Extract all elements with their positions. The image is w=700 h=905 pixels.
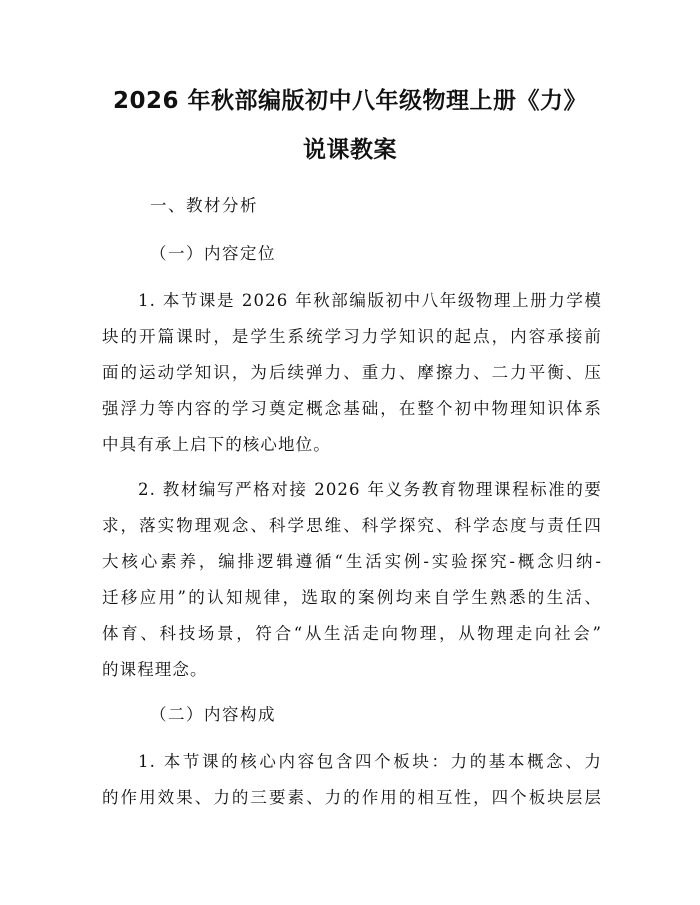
- paragraph-line: 求，落实物理观念、科学思维、科学探究、科学态度与责任四: [102, 516, 602, 535]
- paragraph-line: 迁移应用”的认知规律，选取的案例均来自学生熟悉的生活、: [102, 588, 602, 607]
- paragraph-3: [102, 744, 602, 816]
- section-heading-textbook-analysis: 一、教材分析: [150, 196, 258, 215]
- paragraph-1: [102, 283, 602, 463]
- paragraph-line: 1. 本节课是 2026 年秋部编版初中八年级物理上册力学模: [138, 291, 602, 310]
- paragraph-line: 体育、科技场景，符合“从生活走向物理，从物理走向社会”: [102, 624, 602, 643]
- paragraph-line: 面的运动学知识，为后续弹力、重力、摩擦力、二力平衡、压: [102, 363, 602, 382]
- paragraph-line: 大核心素养，编排逻辑遵循“生活实例-实验探究-概念归纳-: [102, 552, 602, 571]
- paragraph-2: [102, 472, 602, 688]
- paragraph-line: 的课程理念。: [102, 660, 208, 679]
- subsection-heading-content-composition: （二）内容构成: [150, 705, 276, 724]
- document-title-line-2: 说课教案: [303, 137, 397, 163]
- document-title-line-1: 2026 年秋部编版初中八年级物理上册《力》: [112, 88, 588, 114]
- paragraph-line: 强浮力等内容的学习奠定概念基础，在整个初中物理知识体系: [102, 399, 602, 418]
- paragraph-line: 中具有承上启下的核心地位。: [102, 435, 331, 454]
- subsection-heading-content-positioning: （一）内容定位: [150, 244, 276, 263]
- paragraph-line: 2. 教材编写严格对接 2026 年义务教育物理课程标准的要: [138, 480, 602, 499]
- paragraph-line: 1. 本节课的核心内容包含四个板块：力的基本概念、力: [138, 752, 602, 771]
- paragraph-line: 的作用效果、力的三要素、力的作用的相互性，四个板块层层: [102, 788, 602, 807]
- paragraph-line: 块的开篇课时，是学生系统学习力学知识的起点，内容承接前: [102, 327, 602, 346]
